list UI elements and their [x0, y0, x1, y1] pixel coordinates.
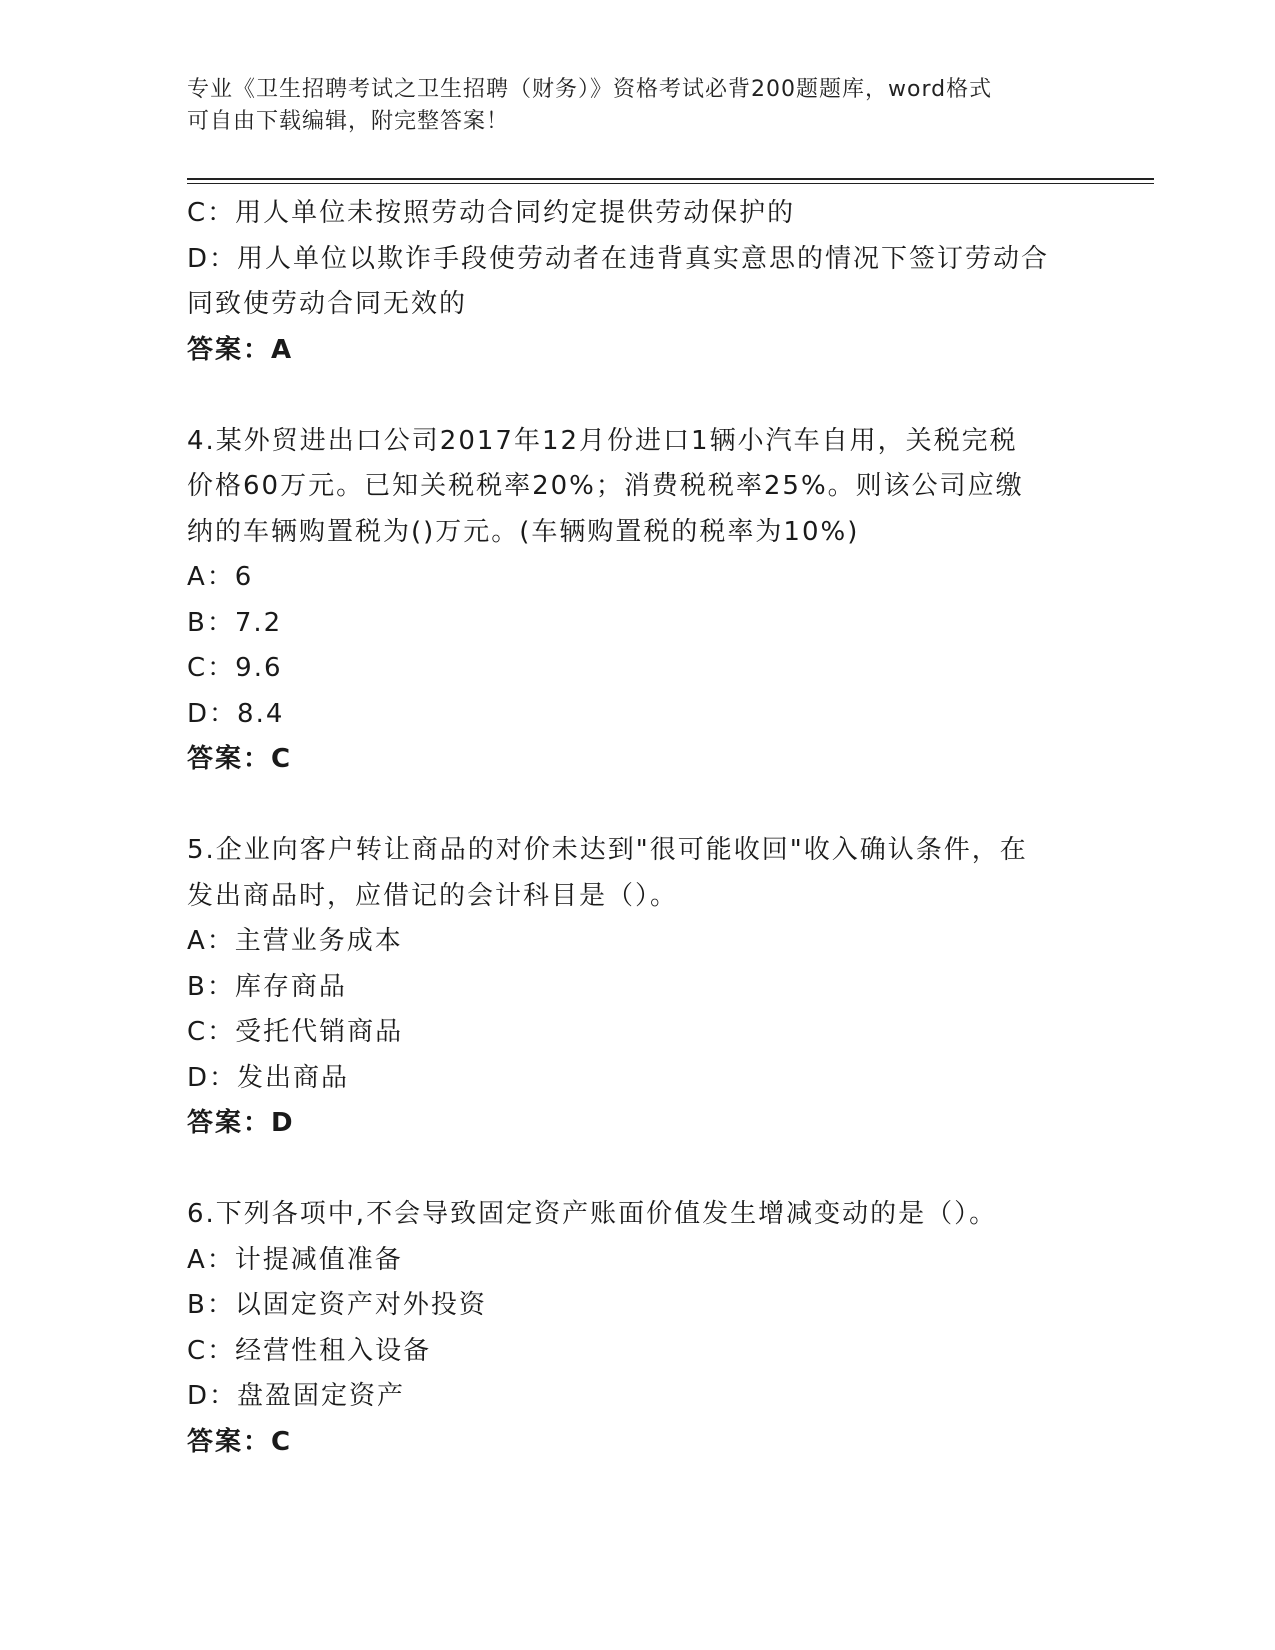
option-d: D：盘盈固定资产 — [187, 1381, 406, 1411]
header-line-1: 专业《卫生招聘考试之卫生招聘（财务）》资格考试必背200题题库，word格式 — [187, 77, 993, 102]
option-c: C：用人单位未按照劳动合同约定提供劳动保护的 — [187, 198, 796, 228]
option-a: A：计提减值准备 — [187, 1244, 403, 1275]
option-c: C：经营性租入设备 — [187, 1335, 432, 1366]
header-rule-thick — [187, 178, 1154, 180]
question-text-line: 4.某外贸进出口公司2017年12月份进口1辆小汽车自用，关税完税 — [187, 425, 1018, 456]
option-c: C：受托代销商品 — [187, 1017, 404, 1047]
header-rule-thin — [187, 183, 1154, 184]
document-header — [187, 74, 1067, 138]
question-text-line: 6.下列各项中,不会导致固定资产账面价值发生增减变动的是（）。 — [187, 1199, 998, 1229]
header-line-2: 可自由下载编辑，附完整答案！ — [187, 109, 510, 134]
question-text-line: 纳的车辆购置税为()万元。(车辆购置税的税率为10%) — [187, 516, 860, 547]
document-body — [187, 191, 1087, 1465]
option-c: C：9.6 — [187, 653, 283, 683]
option-b: B：库存商品 — [187, 971, 347, 1002]
option-d: D：发出商品 — [187, 1062, 350, 1093]
answer-line: 答案：D — [187, 1108, 295, 1138]
answer-line: 答案：C — [187, 1426, 293, 1457]
option-b: B：7.2 — [187, 607, 283, 638]
question-block-6 — [187, 1192, 1087, 1465]
option-d-continued: 同致使劳动合同无效的 — [187, 289, 468, 319]
option-a: A：主营业务成本 — [187, 926, 403, 956]
question-text-line: 5.企业向客户转让商品的对价未达到"很可能收回"收入确认条件，在 — [187, 835, 1028, 865]
question-text-line: 发出商品时，应借记的会计科目是（）。 — [187, 880, 679, 911]
option-d: D：用人单位以欺诈手段使劳动者在违背真实意思的情况下签订劳动合 — [187, 243, 1050, 274]
option-a: A：6 — [187, 562, 254, 592]
question-text-line: 价格60万元。已知关税税率20%；消费税税率25%。则该公司应缴 — [187, 471, 1024, 501]
question-block-4 — [187, 419, 1087, 783]
option-b: B：以固定资产对外投资 — [187, 1290, 487, 1320]
question-block-prev — [187, 191, 1087, 373]
question-block-5 — [187, 828, 1087, 1147]
answer-line: 答案：C — [187, 744, 293, 774]
option-d: D：8.4 — [187, 698, 285, 729]
answer-line: 答案：A — [187, 334, 294, 365]
